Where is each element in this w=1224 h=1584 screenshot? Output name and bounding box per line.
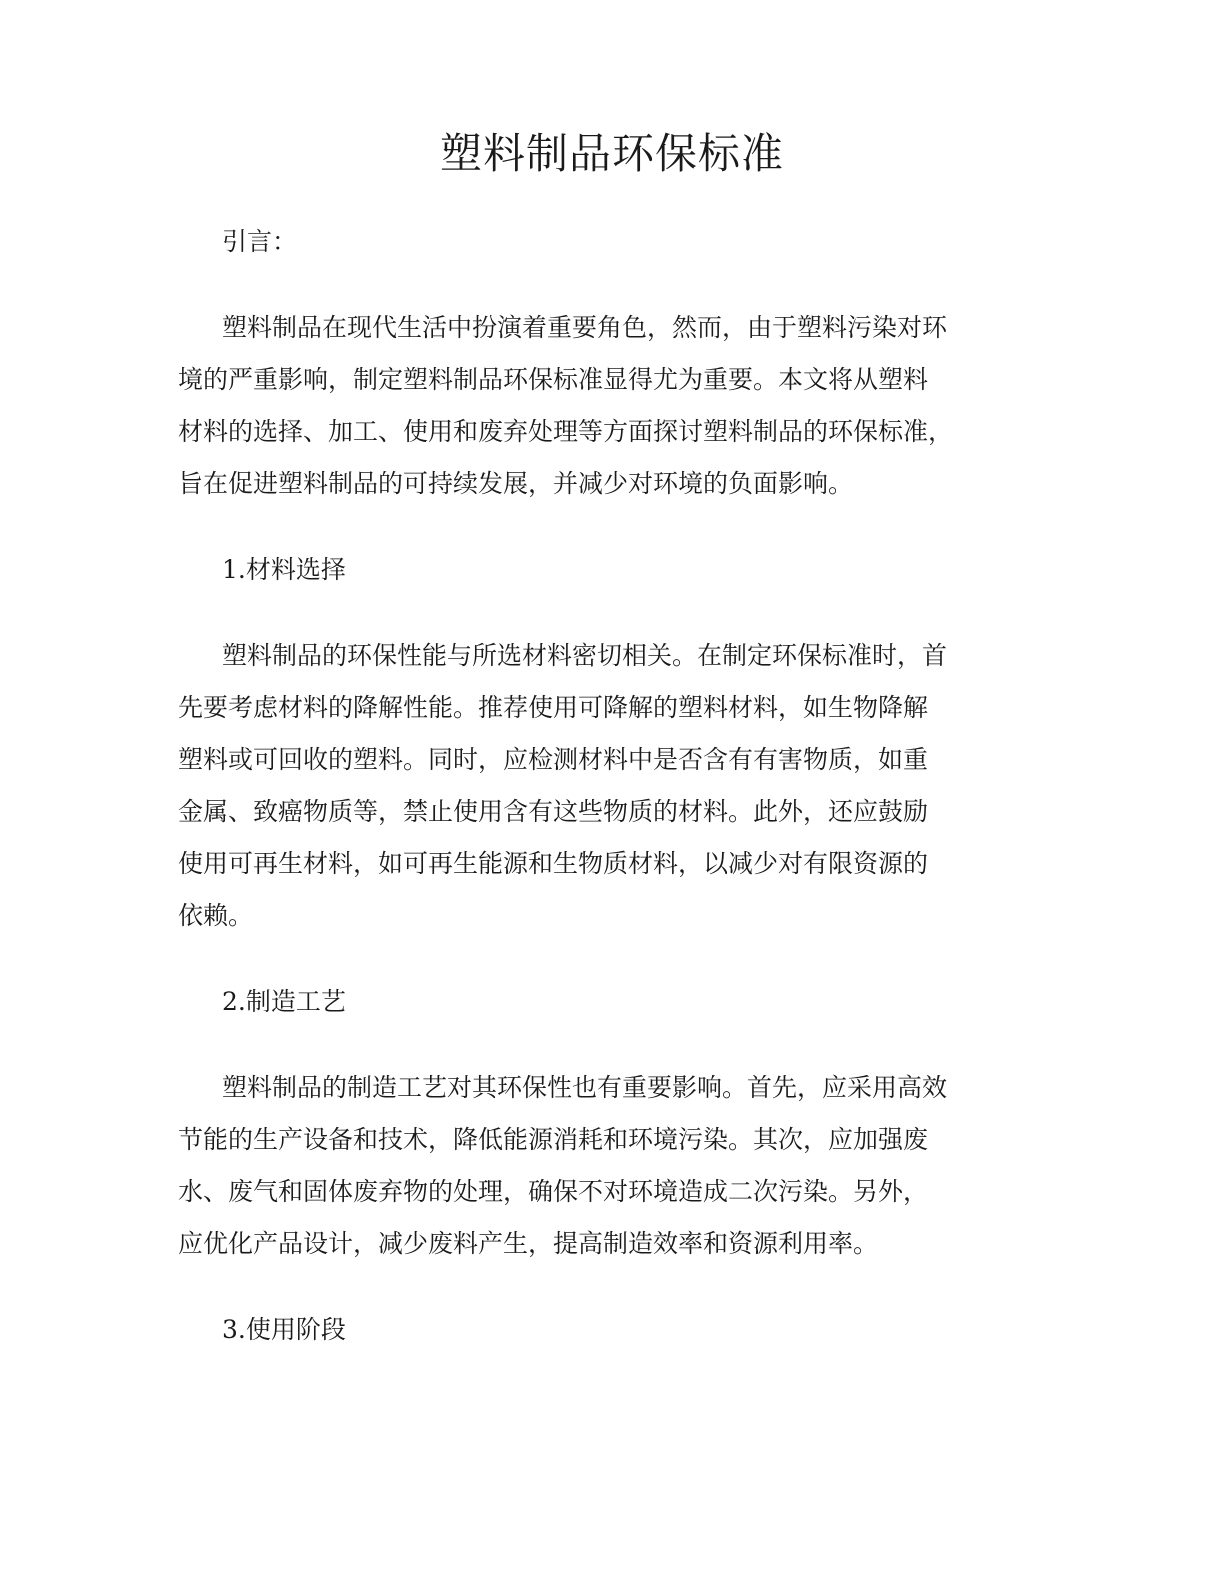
paragraph-line: 应优化产品设计，减少废料产生，提高制造效率和资源利用率。	[178, 1229, 879, 1258]
manufacturing-paragraph	[178, 1062, 1058, 1270]
paragraph-line: 使用可再生材料，如可再生能源和生物质材料，以减少对有限资源的	[178, 849, 929, 878]
paragraph-line: 金属、致癌物质等，禁止使用含有这些物质的材料。此外，还应鼓励	[178, 797, 929, 826]
paragraph-line: 材料的选择、加工、使用和废弃处理等方面探讨塑料制品的环保标准，	[178, 417, 954, 446]
section-heading-materials: 1.材料选择	[222, 555, 346, 584]
paragraph-line: 依赖。	[178, 901, 254, 930]
intro-label: 引言：	[222, 227, 298, 256]
paragraph-line: 塑料或可回收的塑料。同时，应检测材料中是否含有有害物质，如重	[178, 745, 929, 774]
paragraph-line: 节能的生产设备和技术，降低能源消耗和环境污染。其次，应加强废	[178, 1125, 929, 1154]
paragraph-line: 境的严重影响，制定塑料制品环保标准显得尤为重要。本文将从塑料	[178, 365, 929, 394]
paragraph-line: 塑料制品的制造工艺对其环保性也有重要影响。首先，应采用高效	[222, 1073, 948, 1102]
document-title: 塑料制品环保标准	[439, 129, 784, 178]
materials-paragraph	[178, 630, 1058, 942]
paragraph-line: 塑料制品的环保性能与所选材料密切相关。在制定环保标准时，首	[222, 641, 948, 670]
section-heading-usage: 3.使用阶段	[222, 1315, 346, 1344]
paragraph-line: 水、废气和固体废弃物的处理，确保不对环境造成二次污染。另外，	[178, 1177, 929, 1206]
intro-paragraph	[178, 302, 1058, 510]
paragraph-line: 旨在促进塑料制品的可持续发展，并减少对环境的负面影响。	[178, 469, 854, 498]
section-heading-manufacturing: 2.制造工艺	[222, 987, 346, 1016]
paragraph-line: 塑料制品在现代生活中扮演着重要角色，然而，由于塑料污染对环	[222, 313, 948, 342]
document-body	[178, 222, 1058, 1390]
paragraph-line: 先要考虑材料的降解性能。推荐使用可降解的塑料材料，如生物降解	[178, 693, 929, 722]
